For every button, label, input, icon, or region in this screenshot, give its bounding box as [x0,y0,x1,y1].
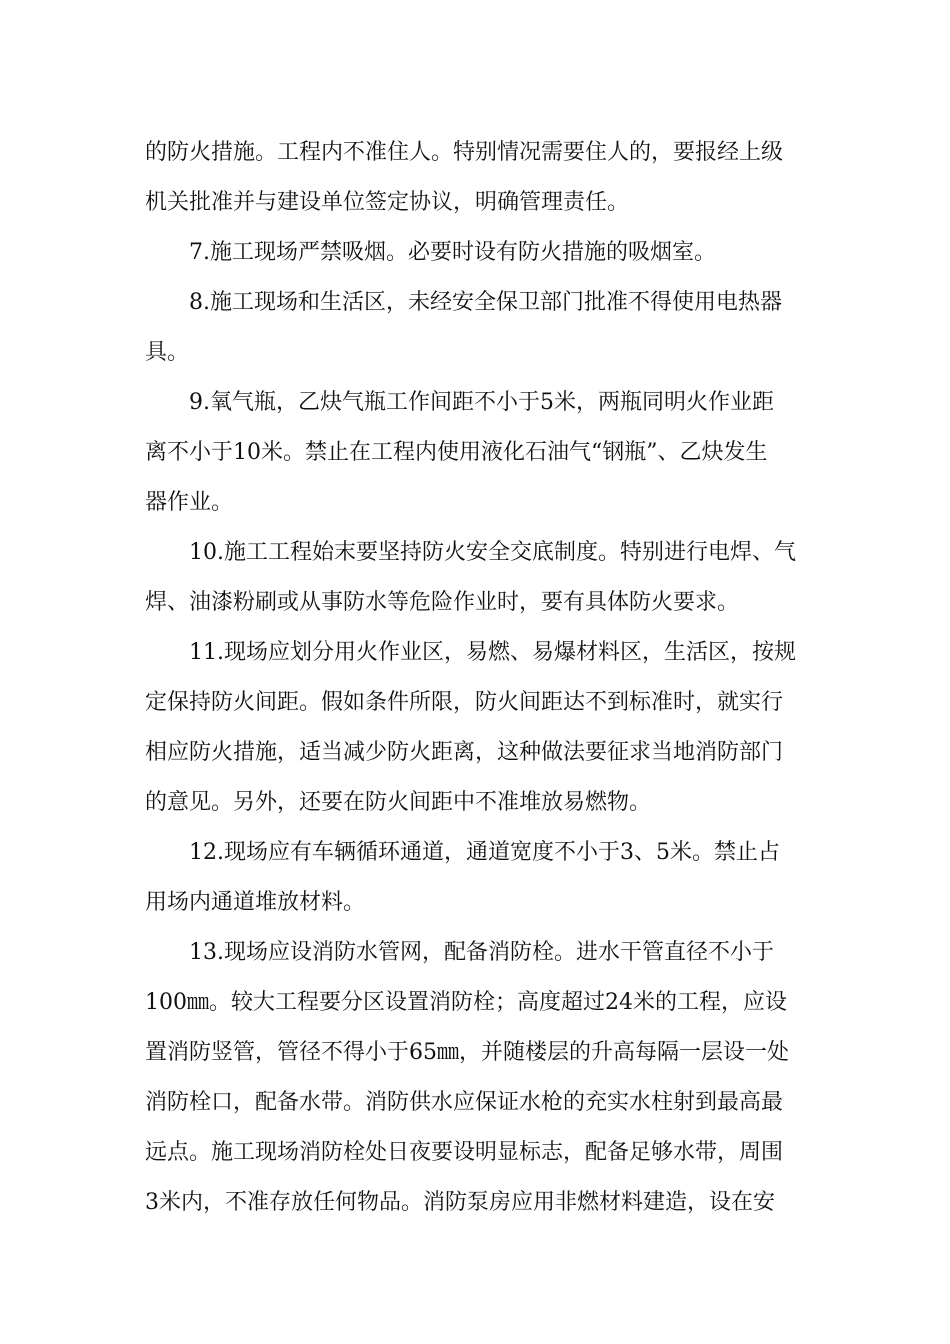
paragraph-8: 8.施工现场和生活区，未经安全保卫部门批准不得使用电热器 [189,290,782,315]
text-line: 焊、油漆粉刷或从事防水等危险作业时，要有具体防火要求。 [145,590,740,615]
paragraph-9: 9.氧气瓶，乙炔气瓶工作间距不小于5米，两瓶同明火作业距 [189,390,774,415]
text-line: 定保持防火间距。假如条件所限，防火间距达不到标准时，就实行 [145,690,784,715]
text-line: 100㎜。较大工程要分区设置消防栓；高度超过24米的工程，应设 [145,990,787,1015]
text-line: 用场内通道堆放材料。 [145,890,366,915]
text-line: 3米内，不准存放任何物品。消防泵房应用非燃材料建造，设在安 [145,1190,775,1215]
text-line: 器作业。 [145,490,234,515]
text-line: 消防栓口，配备水带。消防供水应保证水枪的充实水柱射到最高最 [145,1090,784,1115]
paragraph-13: 13.现场应设消防水管网，配备消防栓。进水干管直径不小于 [189,940,774,965]
paragraph-10: 10.施工工程始末要坚持防火安全交底制度。特别进行电焊、气 [189,540,796,565]
text-line: 离不小于10米。禁止在工程内使用液化石油气“钢瓶”、乙炔发生 [145,440,768,465]
text-line: 置消防竖管，管径不得小于65㎜，并随楼层的升高每隔一层设一处 [145,1040,789,1065]
text-line: 远点。施工现场消防栓处日夜要设明显标志，配备足够水带，周围 [145,1140,784,1165]
text-line: 的防火措施。工程内不准住人。特别情况需要住人的，要报经上级 [145,140,784,165]
text-line: 具。 [145,340,190,365]
paragraph-11: 11.现场应划分用火作业区，易燃、易爆材料区，生活区，按规 [189,640,796,665]
paragraph-12: 12.现场应有车辆循环通道，通道宽度不小于3、5米。禁止占 [189,840,780,865]
text-line: 机关批准并与建设单位签定协议，明确管理责任。 [145,190,630,215]
text-line: 的意见。另外，还要在防火间距中不准堆放易燃物。 [145,790,652,815]
paragraph-7: 7.施工现场严禁吸烟。必要时设有防火措施的吸烟室。 [189,240,716,265]
text-line: 相应防火措施，适当减少防火距离，这种做法要征求当地消防部门 [145,740,784,765]
